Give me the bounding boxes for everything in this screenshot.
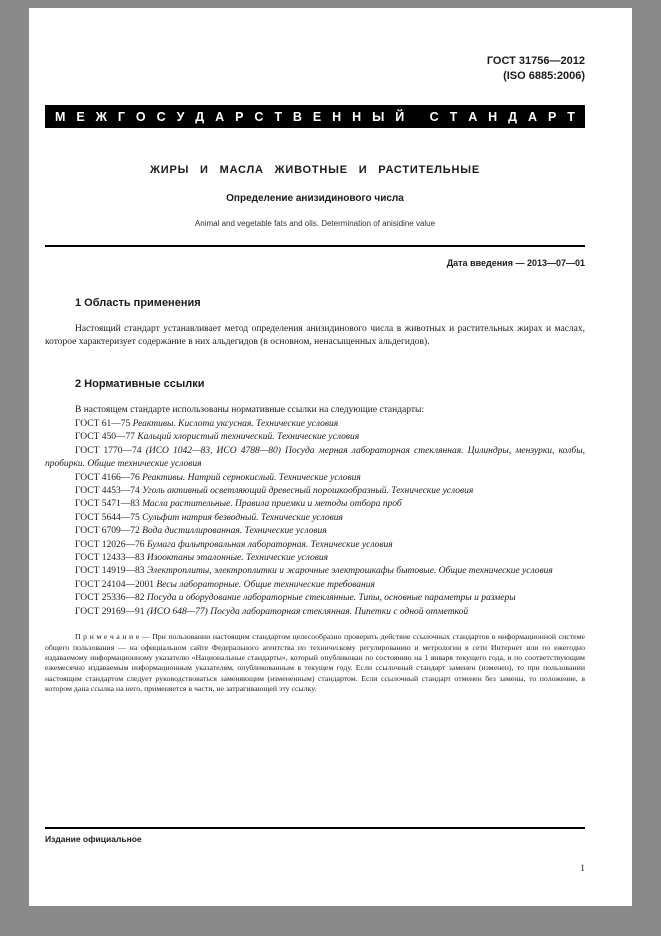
reference-title: Электроплиты, электроплитки и жарочные электрошкафы бытовые. Общие технические условия	[146, 566, 553, 577]
reference-item	[45, 606, 585, 619]
reference-title: Вода дистиллированная. Технические условия	[142, 526, 327, 537]
reference-code: ГОСТ 24104—2001	[75, 579, 157, 590]
reference-code: ГОСТ 4453—74	[75, 486, 143, 497]
reference-code: ГОСТ 14919—83	[75, 566, 147, 577]
edition-footer	[45, 827, 585, 844]
reference-title: Реактивы. Натрий сернокислый. Технические условия	[142, 472, 361, 483]
standard-type-banner: М Е Ж Г О С У Д А Р С Т В Е Н Н Ы Й С Т А Н Д А Р Т	[45, 105, 585, 128]
reference-item	[45, 512, 585, 525]
divider-line	[45, 245, 585, 247]
document-code-block	[45, 8, 585, 84]
reference-code: ГОСТ 5471—83	[75, 499, 143, 510]
document-page	[29, 8, 632, 906]
reference-title: Кальций хлористый технический. Технические условия	[137, 432, 360, 443]
reference-code: ГОСТ 29169—91	[75, 606, 147, 617]
reference-code: ГОСТ 12026—76	[75, 539, 147, 550]
reference-code: ГОСТ 61—75	[75, 419, 133, 429]
reference-item	[45, 445, 585, 472]
reference-title: (ИСО 648—77) Посуда лабораторная стеклянная. Пипетки с одной отметкой	[146, 606, 469, 617]
reference-title: Посуда и оборудование лабораторные стеклянные. Типы, основные параметры и размеры	[146, 593, 516, 604]
document-title: ЖИРЫ И МАСЛА ЖИВОТНЫЕ И РАСТИТЕЛЬНЫЕ	[150, 164, 480, 176]
reference-code: ГОСТ 6709—72	[75, 526, 143, 537]
note	[45, 632, 585, 694]
reference-item	[45, 418, 585, 431]
note-label: П р и м е ч а н и е	[75, 632, 140, 642]
reference-code: ГОСТ 5644—75	[75, 512, 143, 523]
reference-title: (ИСО 1042—83, ИСО 4788—80) Посуда мерная лабораторная стеклянная. Цилиндры, мензурки, колбы, пробирки. Общие технические условия	[45, 445, 586, 470]
reference-item	[45, 485, 585, 498]
reference-item	[45, 579, 585, 592]
reference-title: Весы лабораторные. Общие технические требования	[156, 579, 375, 590]
title-english: Animal and vegetable fats and oils. Determination of anisidine value	[194, 219, 436, 228]
reference-title: Реактивы. Кислота уксусная. Технические условия	[132, 419, 339, 429]
reference-title: Уголь активный осветляющий древесный порошкообразный. Технические условия	[142, 486, 474, 497]
section-heading-references: 2 Нормативные ссылки	[75, 378, 205, 390]
note-text: — При пользовании настоящим стандартом целесообразно проверить действие ссылочных стандартов в информационной системе общего пользования — на официальном сайте Федерального агентства по техническому регулированию и метрологии в сети Интернет или по ежегодно издаваемому информационному указателю «Национальные стандарты», который опубликован по состоянию на 1 января текущего года, и по соответствующим ежемесячно издаваемым информационным указателям, опубликованным в текущем году. Если ссылочный стандарт заменен (изменен), то при пользовании настоящим стандартом следует руководствоваться заменяющим (измененным) стандартом. Если ссылочный стандарт отменен без замены, то положение, в котором дана ссылка на него, применяется в части, не затрагивающей эту ссылку.	[45, 632, 585, 694]
section-heading-scope: 1 Область применения	[75, 297, 201, 309]
reference-item	[45, 498, 585, 511]
reference-title: Бумага фильтровальная лабораторная. Технические условия	[146, 539, 393, 550]
reference-title: Сульфит натрия безводный. Технические условия	[142, 512, 343, 523]
reference-item	[45, 552, 585, 565]
reference-code: ГОСТ 12433—83	[75, 553, 147, 564]
references-list	[45, 418, 585, 619]
iso-code: (ISO 6885:2006)	[503, 70, 585, 82]
reference-item	[45, 431, 585, 444]
doc-code: ГОСТ 31756—2012	[486, 55, 585, 67]
document-subtitle: Определение анизидинового числа	[226, 193, 404, 204]
edition-label: Издание официальное	[45, 834, 142, 844]
references-intro: В настоящем стандарте использованы нормативные ссылки на следующие стандарты:	[75, 405, 425, 415]
reference-item	[45, 525, 585, 538]
reference-code: ГОСТ 450—77	[75, 432, 138, 443]
page-number: 1	[580, 864, 585, 874]
reference-title: Изооктаны эталонные. Технические условия	[146, 553, 329, 564]
reference-item	[45, 565, 585, 578]
scope-paragraph: Настоящий стандарт устанавливает метод определения анизидинового числа в животных и растительных жирах и маслах, которое характеризует содержание в них альдегидов (в основном, ненасыщенных альдегидов).	[45, 324, 585, 347]
page-content	[29, 8, 632, 906]
reference-title: Масла растительные. Правила приемки и методы отбора проб	[142, 499, 402, 510]
reference-item	[45, 592, 585, 605]
effective-date: Дата введения — 2013—07—01	[446, 258, 585, 268]
reference-code: ГОСТ 1770—74	[75, 445, 146, 456]
reference-code: ГОСТ 4166—76	[75, 472, 143, 483]
reference-code: ГОСТ 25336—82	[75, 593, 147, 604]
reference-item	[45, 472, 585, 485]
reference-item	[45, 539, 585, 552]
